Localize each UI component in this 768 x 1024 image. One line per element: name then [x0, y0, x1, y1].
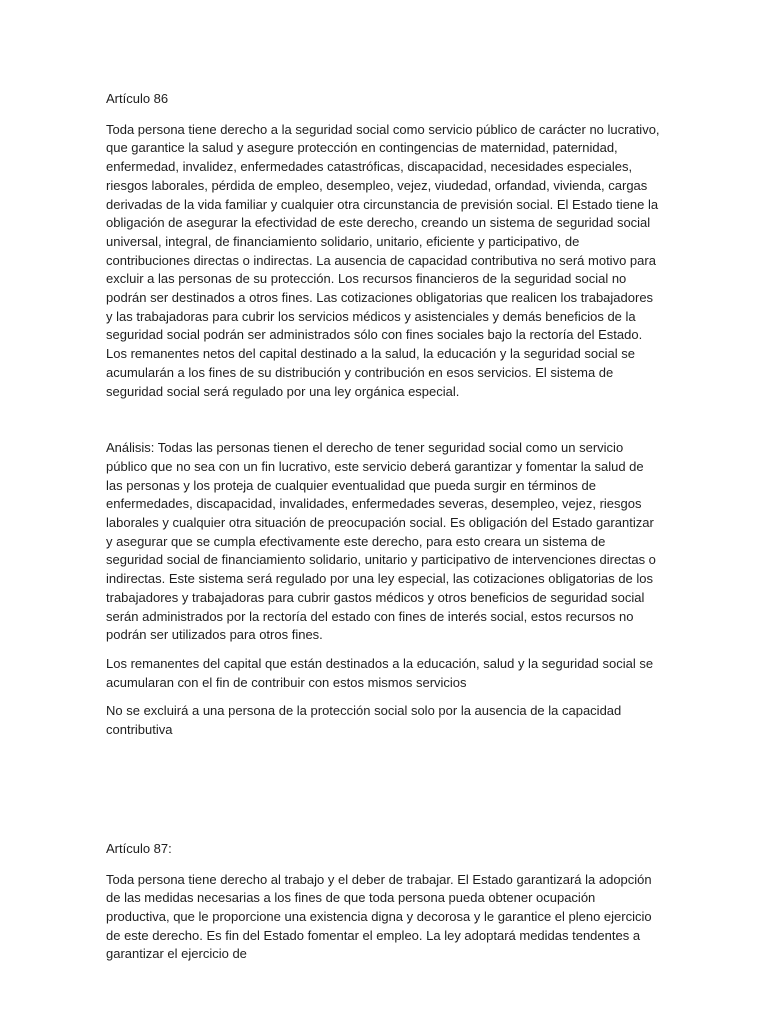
- spacer: [106, 401, 662, 439]
- spacer: [106, 645, 662, 655]
- analysis-paragraph-1: Análisis: Todas las personas tienen el derecho de tener seguridad social como un servicio público que no sea con un fin lucrativo, este servicio deberá garantizar y fomentar la salud de las personas y los proteja de cualquier eventualidad que pueda surgir en términos de enfermedades, discapacidad, invalidades, enfermedades severas, desempleo, vejez, riesgos laborales y cualquier otra situación de preocupación social. Es obligación del Estado garantizar y asegurar que se cumpla efectivamente este derecho, para esto creara un sistema de seguridad social de financiamiento solidario, unitario y participativo de intervenciones directas o indirectas. Este sistema será regulado por una ley especial, las cotizaciones obligatorias de los trabajadores y trabajadoras para cubrir gastos médicos y otros beneficios de seguridad social serán administrados por la rectoría del estado con fines de interés social, estos recursos no podrán ser utilizados para otros fines.: [106, 440, 656, 643]
- spacer: [106, 740, 662, 840]
- analysis-paragraph-2: Los remanentes del capital que están destinados a la educación, salud y la seguridad social se acumularan con el fin de contribuir con estos mismos servicios: [106, 655, 654, 690]
- article-86-text: Toda persona tiene derecho a la seguridad social como servicio público de carácter no lucrativo, que garantice la salud y asegure protección en contingencias de maternidad, paternidad, enfermedad, invalidez, enfermedades catastróficas, discapacidad, necesidades especiales, riesgos laborales, pérdida de empleo, desempleo, vejez, viudedad, orfandad, vivienda, cargas derivadas de la vida familiar y cualquier otra circunstancia de previsión social. El Estado tiene la obligación de asegurar la efectividad de este derecho, creando un sistema de seguridad social universal, integral, de financiamiento solidario, unitario, eficiente y participativo, de contribuciones directas o indirectas. La ausencia de capacidad contributiva no será motivo para excluir a las personas de su protección. Los recursos financieros de la seguridad social no podrán ser destinados a otros fines. Las cotizaciones obligatorias que realicen los trabajadores y las trabajadoras para cubrir los servicios médicos y asistenciales y demás beneficios de la seguridad social podrán ser administrados sólo con fines sociales bajo la rectoría del Estado. Los remanentes netos del capital destinado a la salud, la educación y la seguridad social se acumularán a los fines de su distribución y contribución en esos servicios. El sistema de seguridad social será regulado por una ley orgánica especial.: [106, 121, 660, 399]
- article-86-heading: Artículo 86: [106, 91, 169, 106]
- analysis-paragraph-3: No se excluirá a una persona de la protección social solo por la ausencia de la capacidad contributiva: [106, 703, 622, 738]
- article-87-heading: Artículo 87:: [106, 840, 172, 856]
- article-87-text: Toda persona tiene derecho al trabajo y el deber de trabajar. El Estado garantizará la adopción de las medidas necesarias a los fines de que toda persona pueda obtener ocupación productiva, que le proporcione una existencia digna y decorosa y le garantice el pleno ejercicio de este derecho. Es fin del Estado fomentar el empleo. La ley adoptará medidas tendentes a garantizar el ejercicio de: [106, 871, 652, 962]
- spacer: [106, 859, 662, 871]
- spacer: [106, 692, 662, 702]
- spacer: [106, 109, 662, 121]
- document-page: [106, 90, 662, 964]
